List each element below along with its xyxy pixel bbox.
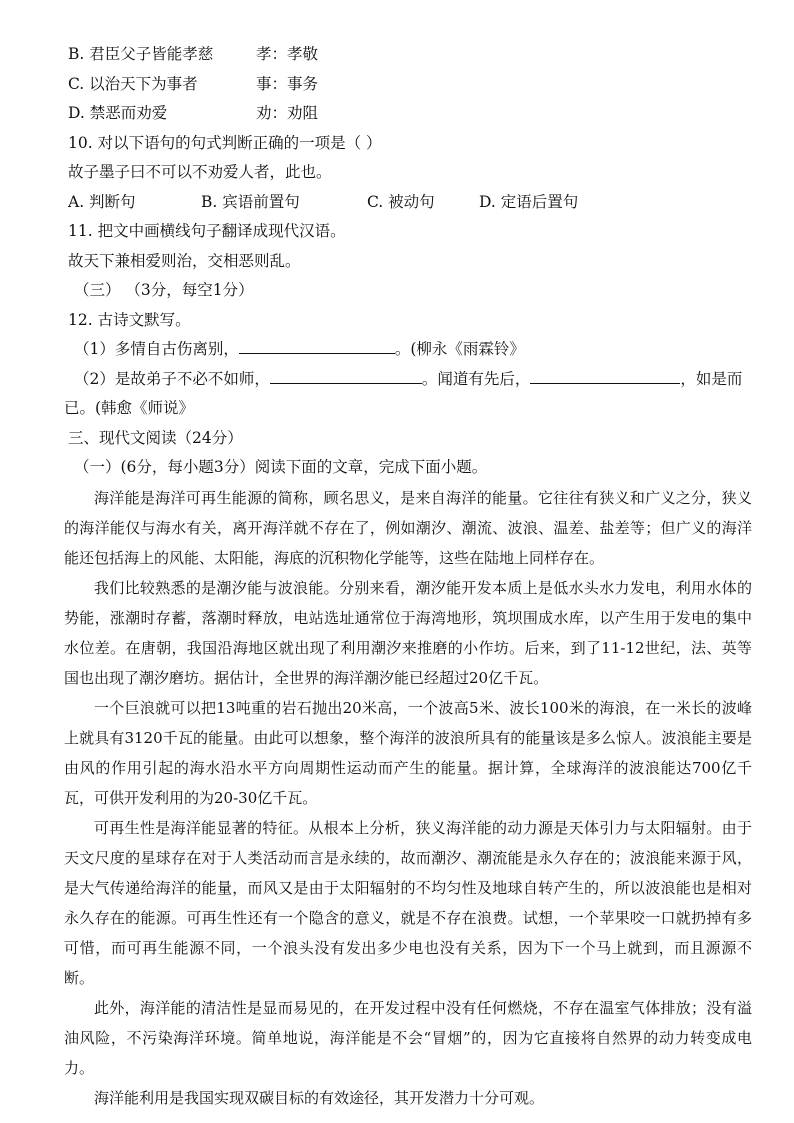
question-11-stem: 11. 把文中画横线句子翻译成现代汉语。: [68, 222, 346, 240]
choice-d: D. 定语后置句: [479, 192, 579, 211]
option-b-gloss: 孝：孝敬: [256, 45, 319, 63]
item-1-prefix: （1）多情自古伤离别，: [74, 340, 239, 358]
question-12-item-1: [68, 335, 758, 365]
question-10-sentence: 故子墨子曰不可以不劝爱人者，此也。: [68, 163, 332, 181]
article-paragraph: 我们比较熟悉的是潮汐能与波浪能。分别来看，潮汐能开发本质上是低水头水力发电，利用水体的势能，涨潮时存蓄，落潮时释放，电站选址通常位于海湾地形，筑坝围成水库，以产生用于发电的集中水位差。在唐朝，我国沿海地区就出现了利用潮汐来推磨的小作坊。后来，到了11-12世纪，法、英等国也出现了潮汐磨坊。据估计，全世界的海洋潮汐能已经超过20亿千瓦。: [64, 578, 752, 687]
item-2-suffix: ，如是而: [680, 369, 743, 388]
answer-blank-1[interactable]: [239, 335, 395, 354]
question-12-stem: 12. 古诗文默写。: [68, 310, 191, 329]
section-3-heading: （三） （3分，每空1分）: [74, 281, 254, 299]
question-10-choices: [68, 188, 758, 218]
question-10-stem: 10. 对以下语句的句式判断正确的一项是（ ）: [68, 133, 382, 152]
article-paragraph: 海洋能是海洋可再生能源的简称，顾名思义，是来自海洋的能量。它往往有狭义和广义之分，狭义的海洋能仅与海水有关，离开海洋就不存在了，例如潮汐、潮流、波浪、温差、盐差等；但广义的海洋能还包括海上的风能、太阳能，海底的沉积物化学能等，这些在陆地上同样存在。: [64, 488, 752, 567]
choice-a: A. 判断句: [68, 192, 136, 211]
item-2-middle: 。闻道有先后，: [421, 369, 531, 388]
question-11-sentence: 故天下兼相爱则治，交相恶则乱。: [68, 251, 301, 270]
question-12-item-2: [68, 365, 758, 395]
option-c-row: [68, 70, 758, 100]
choice-b: B. 宾语前置句: [201, 192, 300, 211]
option-b-row: [68, 40, 758, 70]
article-paragraph: 此外，海洋能的清洁性是显而易见的，在开发过程中没有任何燃烧，不存在温室气体排放；没有溢油风险，不污染海洋环境。简单地说，海洋能是不会“冒烟”的，因为它直接将自然界的动力转变成电力。: [64, 998, 752, 1077]
article-body: [64, 483, 752, 1113]
option-d-gloss: 劝：劝阻: [256, 104, 319, 122]
answer-blank-2[interactable]: [270, 365, 422, 384]
answer-blank-3[interactable]: [530, 365, 680, 384]
question-12-item-2-continued: 已。(韩愈《师说》: [64, 399, 195, 417]
option-d-row: [68, 99, 758, 129]
option-c-gloss: 事：事务: [256, 74, 319, 93]
exam-page: [64, 40, 758, 1113]
option-d-text: D. 禁恶而劝爱: [68, 104, 168, 122]
item-2-prefix: （2）是故弟子不必不如师，: [74, 369, 270, 388]
option-b-text: B. 君臣父子皆能孝慈: [68, 45, 214, 63]
part-3-heading: 三、现代文阅读（24分）: [68, 428, 243, 447]
article-paragraph: 海洋能利用是我国实现双碳目标的有效途径，其开发潜力十分可观。: [94, 1088, 545, 1107]
choice-c: C. 被动句: [367, 192, 435, 211]
article-paragraph: 可再生性是海洋能显著的特征。从根本上分析，狭义海洋能的动力源是天体引力与太阳辐射。由于天文尺度的星球存在对于人类活动而言是永续的，故而潮汐、潮流能是永久存在的；波浪能来源于风，是大气传递给海洋的能量，而风又是由于太阳辐射的不均匀性及地球自转产生的，所以波浪能也是相对永久存在的能源。可再生性还有一个隐含的意义，就是不存在浪费。试想，一个苹果咬一口就扔掉有多可惜，而可再生能源不同，一个浪头没有发出多少电也没有关系，因为下一个马上就到，而且源源不断。: [64, 818, 752, 987]
article-paragraph: 一个巨浪就可以把13吨重的岩石抛出20米高，一个波高5米、波长100米的海浪，在一米长的波峰上就具有3120千瓦的能量。由此可以想象，整个海洋的波浪所具有的能量该是多么惊人。波浪能主要是由风的作用引起的海水沿水平方向周期性运动而产生的能量。据计算，全球海洋的波浪能达700亿千瓦，可供开发利用的为20-30亿千瓦。: [64, 698, 752, 807]
item-1-source: 。(柳永《雨霖铃》: [394, 340, 525, 358]
option-c-text: C. 以治天下为事者: [68, 74, 198, 93]
reading-sub-heading: （一）(6分，每小题3分）阅读下面的文章，完成下面小题。: [74, 458, 488, 476]
